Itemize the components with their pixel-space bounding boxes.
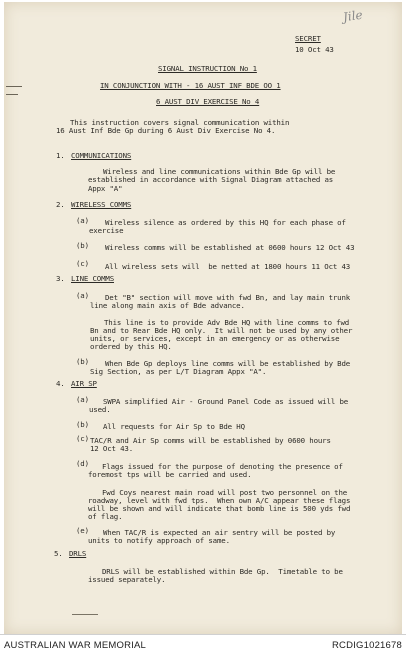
item-label: (e) bbox=[76, 526, 89, 535]
item-line: used. bbox=[89, 405, 111, 414]
item-line: Flags issued for the purpose of denoting the presence of bbox=[102, 462, 343, 471]
item-label: (b) bbox=[76, 420, 89, 429]
item-label: (a) bbox=[76, 395, 89, 404]
item-line: ordered by this HQ. bbox=[90, 342, 172, 351]
item-label: (c) bbox=[76, 259, 89, 268]
item-line: of flag. bbox=[88, 512, 123, 521]
item-line: All requests for Air Sp to Bde HQ bbox=[103, 422, 245, 431]
section-heading-communications: COMMUNICATIONS bbox=[71, 151, 132, 160]
handwritten-note: Jile bbox=[342, 7, 364, 25]
section-number: 1. bbox=[56, 151, 65, 160]
classification-marking: SECRET bbox=[295, 34, 321, 43]
item-label: (a) bbox=[76, 291, 89, 300]
archive-footer bbox=[0, 634, 406, 655]
item-line: When TAC/R is expected an air sentry will be posted by bbox=[103, 528, 336, 537]
section-number: 3. bbox=[56, 274, 65, 283]
item-label: (a) bbox=[76, 216, 89, 225]
paragraph-line: issued separately. bbox=[88, 575, 166, 584]
ink-mark bbox=[6, 94, 18, 95]
intro-line: 16 Aust Inf Bde Gp during 6 Aust Div Exercise No 4. bbox=[56, 126, 276, 135]
item-line: When Bde Gp deploys line comms will be established by Bde bbox=[105, 359, 351, 368]
section-number: 4. bbox=[56, 379, 65, 388]
footer-institution: AUSTRALIAN WAR MEMORIAL bbox=[4, 640, 147, 651]
item-line: Bn and to Rear Bde HQ only. It will not be used by any other bbox=[90, 326, 353, 335]
title-signal-instruction: SIGNAL INSTRUCTION No 1 bbox=[158, 64, 257, 73]
item-line: Fwd Coys nearest main road will post two personnel on the bbox=[102, 488, 348, 497]
footer-record-id: RCDIG1021678 bbox=[332, 640, 402, 651]
paragraph-line: Appx "A" bbox=[88, 184, 123, 193]
document-date: 10 Oct 43 bbox=[295, 45, 334, 54]
item-label: (c) bbox=[76, 434, 89, 443]
item-label: (d) bbox=[76, 459, 89, 468]
paragraph-line: DRLS will be established within Bde Gp. Timetable to be bbox=[102, 567, 343, 576]
title-exercise: 6 AUST DIV EXERCISE No 4 bbox=[156, 97, 260, 106]
item-line: Sig Section, as per L/T Diagram Appx "A". bbox=[90, 367, 267, 376]
item-line: will be shown and will indicate that bomb line is 500 yds fwd bbox=[88, 504, 351, 513]
item-line: units, or services, except in an emergency or as otherwise bbox=[90, 334, 340, 343]
item-line: roadway, level with fwd tps. When own A/C appear these flags bbox=[88, 496, 351, 505]
item-label: (b) bbox=[76, 241, 89, 250]
paragraph-line: Wireless and line communications within Bde Gp will be bbox=[103, 167, 336, 176]
item-line: line along main axis of Bde advance. bbox=[90, 301, 245, 310]
item-line: Det "B" section will move with fwd Bn, and lay main trunk bbox=[105, 293, 351, 302]
item-line: SWPA simplified Air - Ground Panel Code as issued will be bbox=[103, 397, 349, 406]
item-line: foremost tps will be carried and used. bbox=[88, 470, 252, 479]
section-heading-air-sp: AIR SP bbox=[71, 379, 97, 388]
item-line: Wireless comms will be established at 0600 hours 12 Oct 43 bbox=[105, 243, 355, 252]
item-label: (b) bbox=[76, 357, 89, 366]
item-line: All wireless sets will be netted at 1800 hours 11 Oct 43 bbox=[105, 262, 351, 271]
section-heading-drls: DRLS bbox=[69, 549, 87, 558]
title-conjunction: IN CONJUNCTION WITH - 16 AUST INF BDE OO 1 bbox=[100, 81, 281, 90]
item-line: Wireless silence as ordered by this HQ for each phase of bbox=[105, 218, 346, 227]
item-line: TAC/R and Air Sp comms will be established by 0600 hours bbox=[90, 436, 331, 445]
item-line: This line is to provide Adv Bde HQ with line comms to fwd bbox=[104, 318, 350, 327]
ink-mark bbox=[6, 86, 22, 87]
section-number: 2. bbox=[56, 200, 65, 209]
item-line: units to notify approach of same. bbox=[88, 536, 230, 545]
section-heading-line-comms: LINE COMMS bbox=[71, 274, 114, 283]
document-page bbox=[4, 2, 402, 634]
section-heading-wireless-comms: WIRELESS COMMS bbox=[71, 200, 132, 209]
item-line: exercise bbox=[89, 226, 124, 235]
item-line: 12 Oct 43. bbox=[90, 444, 133, 453]
intro-line: This instruction covers signal communication within bbox=[70, 118, 290, 127]
page-end-dash bbox=[72, 614, 98, 615]
section-number: 5. bbox=[54, 549, 63, 558]
paragraph-line: established in accordance with Signal Diagram attached as bbox=[88, 175, 334, 184]
